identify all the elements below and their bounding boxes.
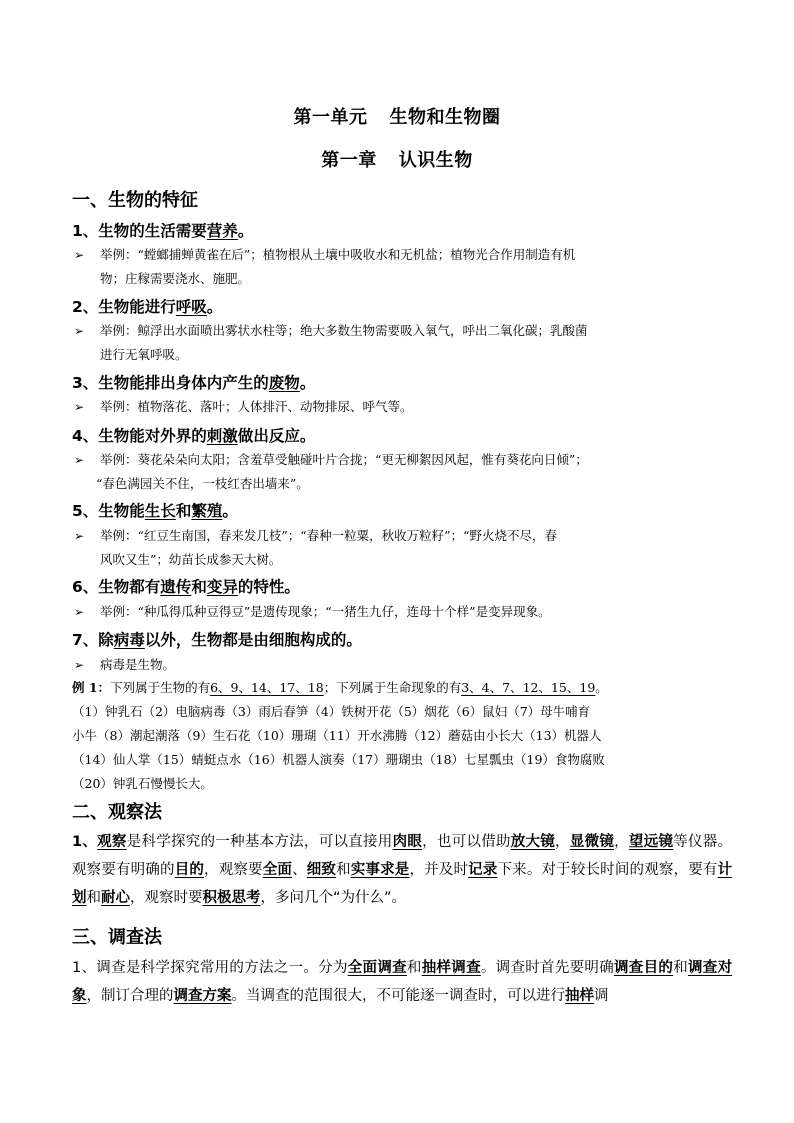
point-3: 3、生物能排出身体内产生的废物。 [72,374,316,392]
arrow-bullet-icon: ➢ [74,248,85,262]
section-heading-characteristics: 一、生物的特征 [72,190,198,211]
section-heading-observation: 二、观察法 [72,802,162,823]
example-4: ➢ 举例：葵花朵朵向太阳；含羞草受触碰叶片合拢；“更无柳絮因风起，惟有葵花向日倾”； “春色满园关不住，一枝红杏出墙来”。 [72,448,742,496]
chapter-number: 第一章 [321,150,377,171]
example-7: ➢ 病毒是生物。 [72,653,742,677]
example-5: ➢ 举例：“红豆生南国，春来发几枝”；“春种一粒粟，秋收万粒籽”；“野火烧不尽，春 风吹又生”；幼苗长成参天大树。 [72,524,742,572]
unit-name: 生物和生物圈 [389,107,501,128]
exercise-1 [72,676,740,796]
exercise-option-line: （1）钟乳石（2）电脑病毒（3）雨后春笋（4）铁树开花（5）烟花（6）鼠妇（7）母牛哺育 [72,704,591,719]
point-5: 5、生物能生长和繁殖。 [72,502,238,520]
exercise-option-line: 小牛（8）潮起潮落（9）生石花（10）珊瑚（11）开水沸腾（12）蘑菇由小长大（13）机器人 [72,728,602,743]
exercise-option-line: （14）仙人掌（15）蜻蜓点水（16）机器人演奏（17）珊瑚虫（18）七星瓢虫（19）食物腐败 [72,752,605,767]
chapter-name: 认识生物 [398,150,473,171]
point-7: 7、除病毒以外，生物都是由细胞构成的。 [72,631,362,649]
unit-number: 第一单元 [293,107,368,128]
arrow-bullet-icon: ➢ [74,400,85,414]
arrow-bullet-icon: ➢ [74,324,85,338]
exercise-option-line: （20）钟乳石慢慢长大。 [72,776,213,791]
point-4: 4、生物能对外界的刺激做出反应。 [72,427,316,445]
point-2: 2、生物能进行呼吸。 [72,298,223,316]
answer-organisms: 6、9、14、17、18 [210,680,324,695]
section-heading-survey: 三、调查法 [72,927,162,948]
answer-life-phenomena: 3、4、7、12、15、19 [461,680,596,695]
arrow-bullet-icon: ➢ [74,453,85,467]
arrow-bullet-icon: ➢ [74,658,85,672]
example-3: ➢ 举例：植物落花、落叶；人体排汗、动物排尿、呼气等。 [72,395,742,419]
observation-paragraph: 1、观察是科学探究的一种基本方法，可以直接用肉眼，也可以借助放大镜，显微镜，望远镜等仪器。观察要有明确的目的，观察要全面、细致和实事求是，并及时记录下来。对于较长时间的观察，要有计划和耐心，观察时要积极思考，多问几个“为什么”。 [72,834,733,906]
point-1: 1、生物的生活需要营养。 [72,222,254,240]
example-6: ➢ 举例：“种瓜得瓜种豆得豆”是遗传现象；“一猪生九仔，连母十个样”是变异现象。 [72,600,742,624]
arrow-bullet-icon: ➢ [74,529,85,543]
survey-paragraph: 1、调查是科学探究常用的方法之一。分为全面调查和抽样调查。调查时首先要明确调查目的和调查对象，制订合理的调查方案。当调查的范围很大，不可能逐一调查时，可以进行抽样调 [72,960,733,1004]
example-1: ➢ 举例：“螳螂捕蝉黄雀在后”；植物根从土壤中吸收水和无机盐；植物光合作用制造有机 物；庄稼需要浇水、施肥。 [72,243,742,291]
arrow-bullet-icon: ➢ [74,605,85,619]
example-2: ➢ 举例：鲸浮出水面喷出雾状水柱等；绝大多数生物需要吸入氧气，呼出二氧化碳；乳酸菌 进行无氧呼吸。 [72,319,742,367]
unit-title [0,103,794,129]
point-6: 6、生物都有遗传和变异的特性。 [72,578,300,596]
exercise-question: 例 1：下列属于生物的有6、9、14、17、18；下列属于生命现象的有3、4、7、12、15、19。 [72,680,608,695]
chapter-title [0,146,794,172]
